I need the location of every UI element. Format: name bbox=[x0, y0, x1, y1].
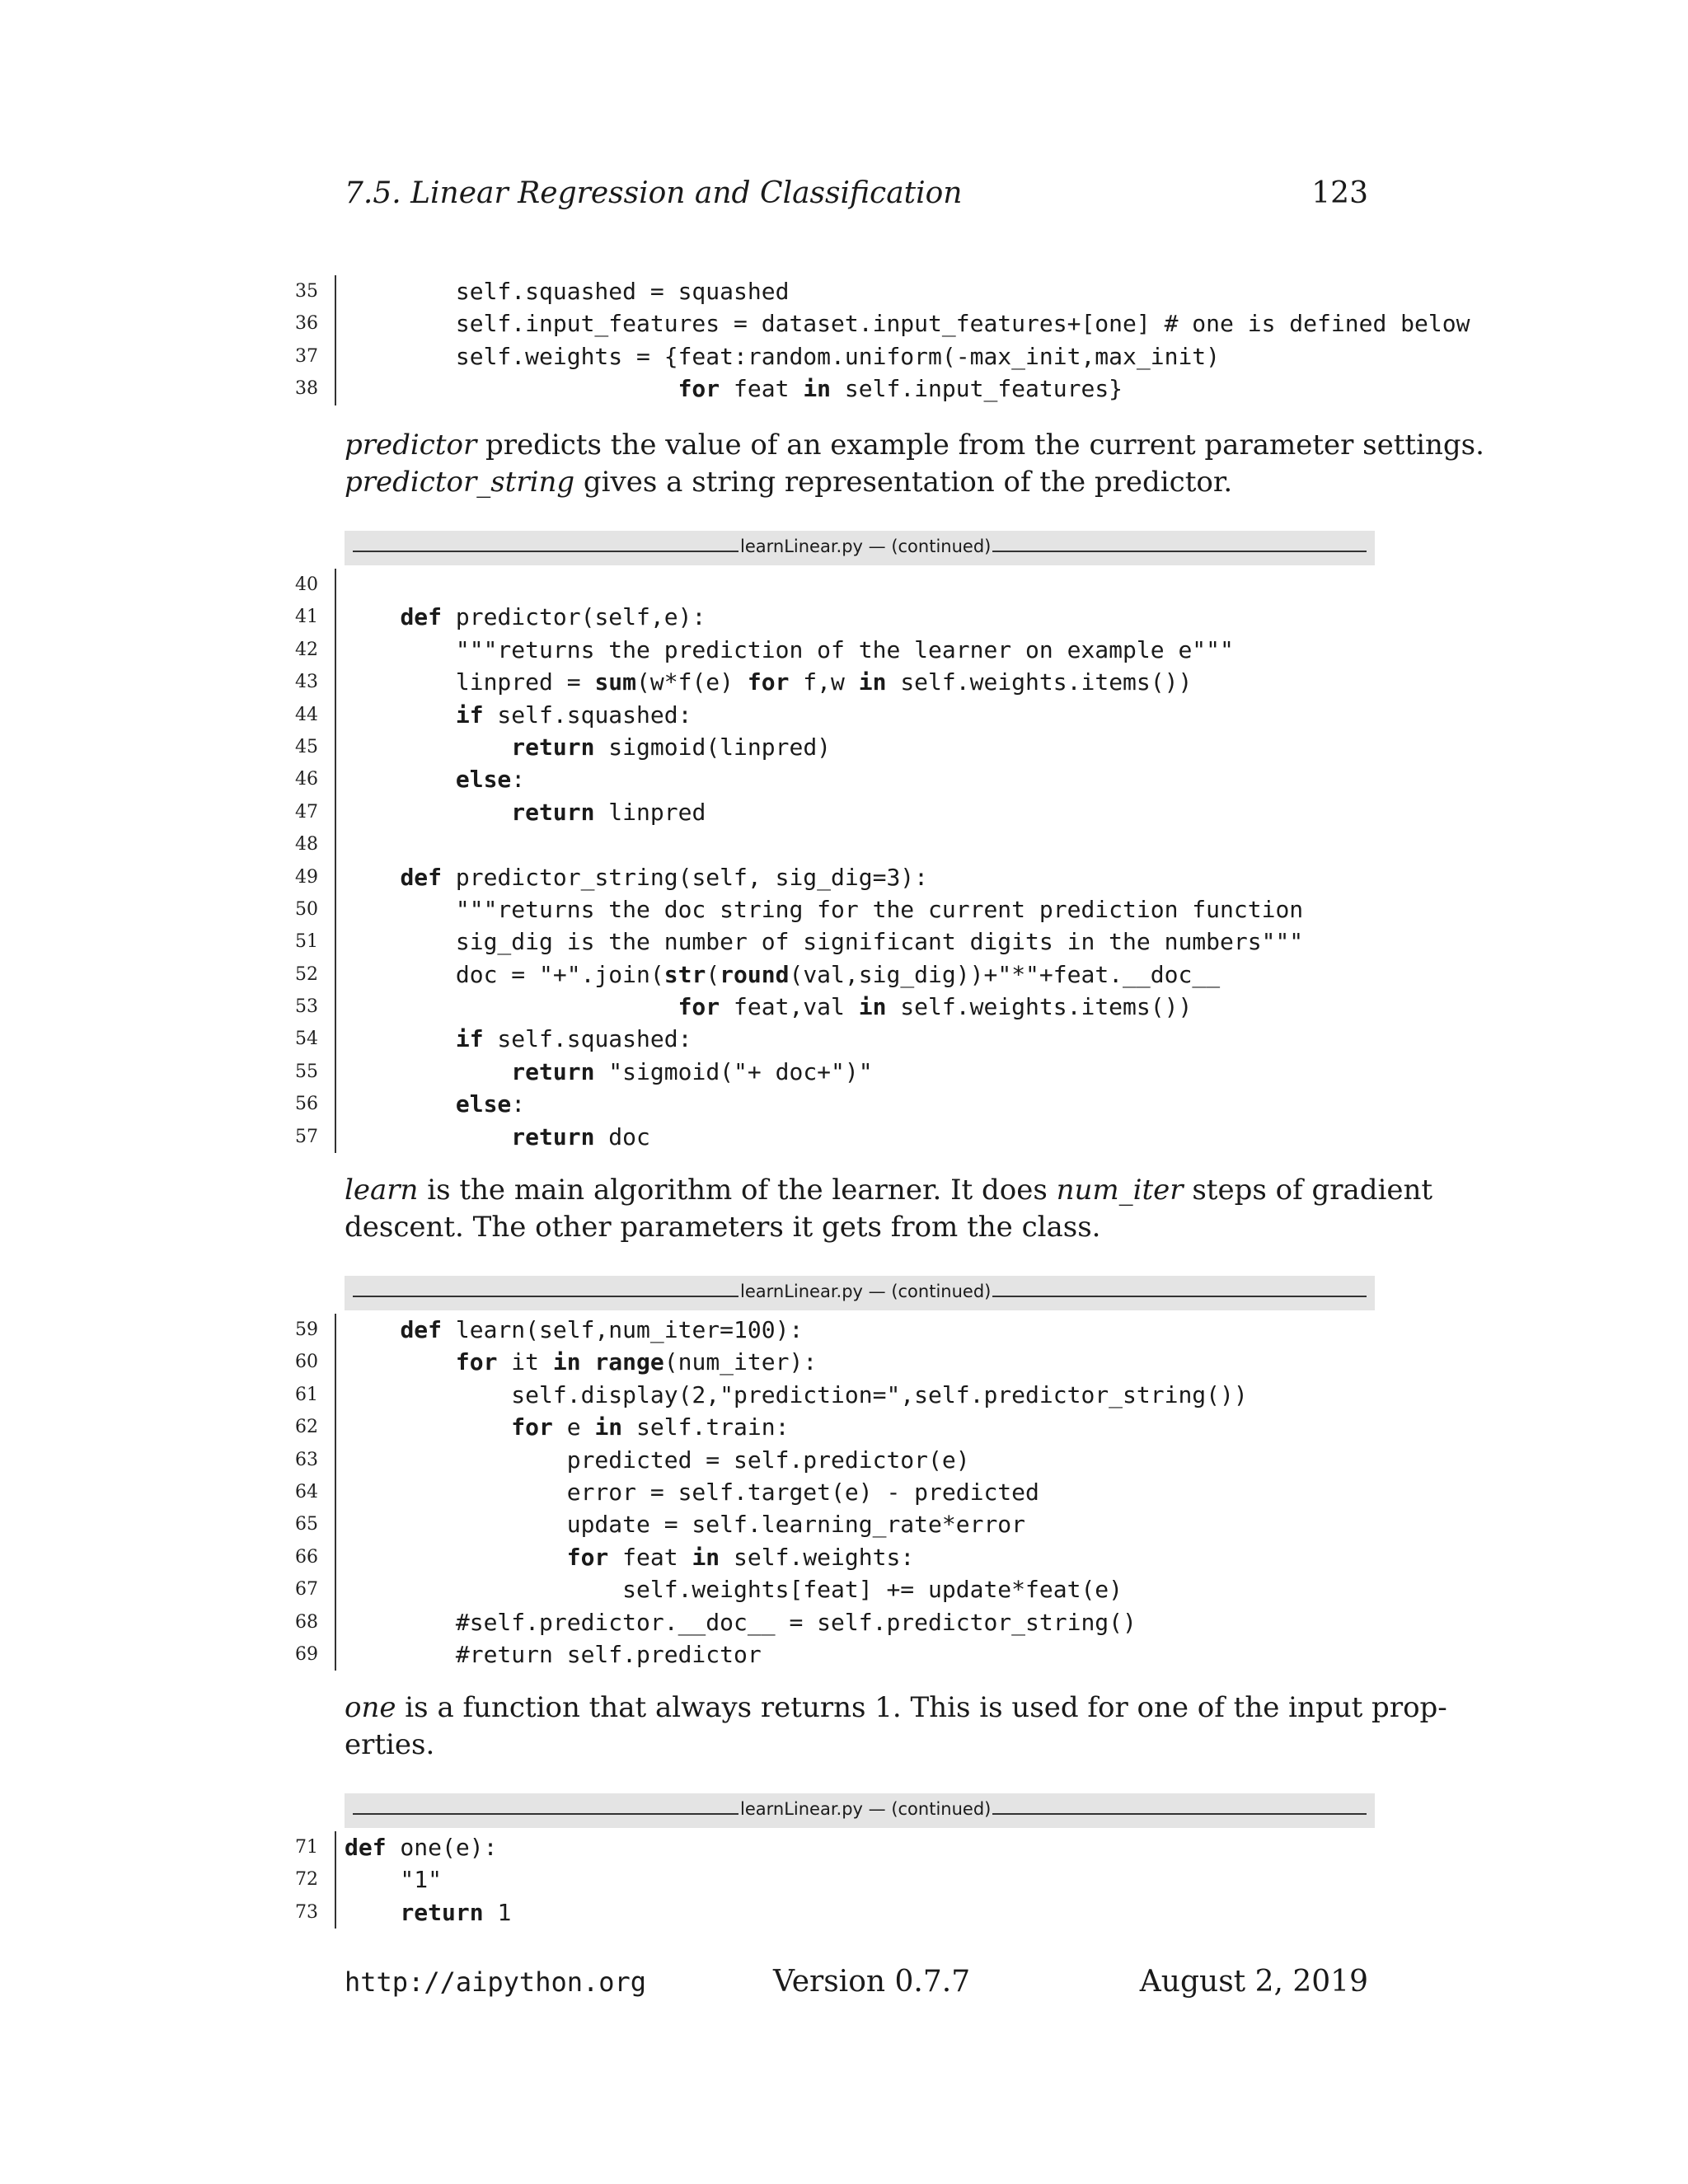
code-line bbox=[280, 991, 1500, 1023]
code-line bbox=[280, 1573, 1500, 1605]
line-number: 56 bbox=[295, 1094, 318, 1115]
code-fragment bbox=[345, 864, 400, 891]
line-number: 55 bbox=[295, 1061, 318, 1082]
code-text bbox=[345, 796, 706, 828]
code-fragment: 1 bbox=[483, 1898, 512, 1926]
prose-text: predicts the value of an example from the current parameter settings. bbox=[476, 429, 1484, 462]
code-fragment bbox=[345, 1058, 511, 1085]
code-text bbox=[345, 1314, 803, 1346]
code-text bbox=[345, 1541, 914, 1573]
line-number: 72 bbox=[295, 1869, 318, 1891]
code-line bbox=[280, 893, 1500, 926]
code-fragment: self.input_features} bbox=[831, 375, 1123, 403]
prose-line bbox=[345, 1172, 1433, 1209]
prose-text: gives a string representation of the predictor. bbox=[574, 466, 1233, 499]
code-fragment: e bbox=[552, 1413, 595, 1441]
code-fragment: ( bbox=[706, 960, 720, 988]
code-fragment: sigmoid(linpred) bbox=[594, 733, 832, 761]
file-header-2 bbox=[345, 1276, 1375, 1310]
footer-version: Version 0.7.7 bbox=[773, 1965, 971, 1999]
code-fragment: sig_dig is the number of significant digits in the numbers""" bbox=[345, 928, 1304, 956]
code-fragment: self.display(2,"prediction=",self.predictor_string()) bbox=[345, 1380, 1248, 1408]
code-text bbox=[345, 666, 1192, 698]
code-line bbox=[280, 796, 1500, 828]
code-fragment bbox=[345, 1899, 400, 1926]
code-line bbox=[280, 634, 1500, 666]
line-number: 49 bbox=[295, 866, 318, 888]
code-text bbox=[345, 1056, 873, 1088]
code-line bbox=[280, 275, 1500, 307]
code-line bbox=[280, 1896, 1500, 1929]
code-line bbox=[280, 1346, 1500, 1378]
line-number: 35 bbox=[295, 281, 318, 302]
code-line bbox=[280, 1831, 1500, 1863]
line-number: 54 bbox=[295, 1029, 318, 1050]
code-keyword: str bbox=[663, 960, 706, 988]
code-fragment: error = self.target(e) - predicted bbox=[345, 1478, 1039, 1506]
code-keyword: in bbox=[692, 1543, 720, 1571]
code-text bbox=[345, 699, 692, 731]
code-text bbox=[345, 1023, 692, 1055]
code-text bbox=[345, 1379, 1248, 1411]
code-line bbox=[280, 1314, 1500, 1346]
code-keyword: round bbox=[720, 960, 790, 988]
code-text bbox=[345, 340, 1220, 373]
prose-line bbox=[345, 464, 1375, 501]
code-line bbox=[280, 1023, 1500, 1055]
file-header-rule bbox=[992, 1296, 1367, 1297]
code-text bbox=[345, 1411, 789, 1443]
code-fragment bbox=[345, 701, 456, 729]
code-line bbox=[280, 666, 1500, 698]
code-fragment: #return self.predictor bbox=[345, 1640, 762, 1668]
line-number: 67 bbox=[295, 1579, 318, 1601]
code-line bbox=[280, 828, 1500, 860]
code-fragment: doc = "+".join( bbox=[345, 960, 664, 988]
file-header-3 bbox=[345, 1793, 1375, 1828]
code-text bbox=[345, 1573, 1123, 1605]
code-fragment bbox=[345, 733, 511, 761]
line-number: 50 bbox=[295, 898, 318, 920]
code-line bbox=[280, 731, 1500, 763]
line-number: 37 bbox=[295, 345, 318, 367]
code-text bbox=[345, 373, 1123, 405]
code-keyword: return bbox=[511, 798, 595, 826]
code-keyword: range bbox=[594, 1348, 664, 1376]
line-number: 38 bbox=[295, 378, 318, 400]
line-number: 40 bbox=[295, 574, 318, 595]
code-text bbox=[345, 1088, 525, 1120]
code-text bbox=[345, 1121, 650, 1153]
code-text bbox=[345, 861, 928, 893]
code-fragment bbox=[345, 799, 511, 826]
code-keyword: in bbox=[552, 1348, 581, 1376]
code-fragment: self.weights: bbox=[720, 1543, 915, 1571]
line-number: 69 bbox=[295, 1643, 318, 1665]
code-line bbox=[280, 1444, 1500, 1476]
line-number: 43 bbox=[295, 672, 318, 693]
footer-date: August 2, 2019 bbox=[1139, 1965, 1368, 1999]
code-fragment: self.weights.items()) bbox=[886, 993, 1193, 1021]
code-keyword: def bbox=[400, 1316, 443, 1343]
italic-term: predictor_string bbox=[345, 466, 575, 499]
code-fragment: linpred bbox=[594, 798, 706, 826]
code-text bbox=[345, 1444, 970, 1476]
code-fragment bbox=[345, 1025, 456, 1052]
code-text bbox=[345, 893, 1303, 926]
code-keyword: in bbox=[858, 993, 887, 1021]
line-number: 65 bbox=[295, 1514, 318, 1535]
code-fragment: one(e): bbox=[386, 1834, 498, 1861]
file-header-label: learnLinear.py — (continued) bbox=[740, 537, 992, 556]
file-header-label: learnLinear.py — (continued) bbox=[740, 1282, 992, 1301]
code-keyword: for bbox=[678, 993, 720, 1021]
code-text bbox=[345, 1896, 511, 1929]
code-fragment: predictor_string(self, sig_dig=3): bbox=[442, 863, 929, 891]
section-title: 7.5. Linear Regression and Classification bbox=[345, 176, 963, 210]
code-keyword: return bbox=[511, 1122, 595, 1151]
code-fragment: self.weights.items()) bbox=[886, 668, 1193, 696]
code-text bbox=[345, 1831, 497, 1863]
code-keyword: for bbox=[511, 1413, 553, 1441]
code-line bbox=[280, 1638, 1500, 1671]
page-header bbox=[345, 176, 1368, 226]
code-line bbox=[280, 926, 1500, 958]
prose-line bbox=[345, 1690, 1447, 1727]
code-fragment: "1" bbox=[345, 1866, 443, 1894]
line-number: 61 bbox=[295, 1384, 318, 1405]
code-fragment: """returns the prediction of the learner on example e""" bbox=[345, 635, 1234, 663]
code-text bbox=[345, 1606, 1137, 1638]
code-keyword: in bbox=[803, 375, 832, 403]
page-number: 123 bbox=[1311, 176, 1368, 210]
code-text bbox=[345, 275, 789, 307]
code-keyword: else bbox=[455, 1090, 512, 1118]
code-fragment: """returns the doc string for the current prediction function bbox=[345, 895, 1304, 923]
code-fragment: #self.predictor.__doc__ = self.predictor_string() bbox=[345, 1608, 1137, 1636]
code-fragment: self.weights = {feat:random.uniform(-max_init,max_init) bbox=[345, 342, 1221, 370]
code-text bbox=[345, 731, 831, 763]
code-fragment bbox=[345, 766, 456, 793]
line-number: 51 bbox=[295, 931, 318, 953]
code-line bbox=[280, 1056, 1500, 1088]
prose-line bbox=[345, 427, 1484, 464]
code-fragment: learn(self,num_iter=100): bbox=[442, 1316, 804, 1343]
code-fragment bbox=[345, 1413, 511, 1441]
line-number: 48 bbox=[295, 834, 318, 855]
code-fragment bbox=[345, 603, 400, 630]
line-number: 36 bbox=[295, 313, 318, 335]
prose-text: steps of gradient bbox=[1183, 1174, 1433, 1207]
code-text bbox=[345, 763, 525, 795]
code-block-1 bbox=[280, 275, 1500, 405]
line-number: 66 bbox=[295, 1546, 318, 1568]
code-text bbox=[345, 1346, 817, 1378]
code-fragment: self.train: bbox=[622, 1413, 790, 1441]
code-fragment: (w*f(e) bbox=[636, 668, 748, 696]
code-fragment bbox=[345, 1316, 400, 1343]
line-number: 62 bbox=[295, 1417, 318, 1438]
file-header-rule bbox=[353, 1813, 738, 1815]
code-line bbox=[280, 1606, 1500, 1638]
line-number: 41 bbox=[295, 607, 318, 628]
line-number: 63 bbox=[295, 1449, 318, 1470]
footer-url: http://aipython.org bbox=[345, 1966, 647, 1998]
code-keyword: if bbox=[455, 1025, 484, 1053]
italic-term: one bbox=[345, 1691, 396, 1724]
code-text bbox=[345, 991, 1192, 1023]
code-fragment: : bbox=[511, 1090, 526, 1118]
line-number: 68 bbox=[295, 1611, 318, 1633]
file-header-label: learnLinear.py — (continued) bbox=[740, 1799, 992, 1819]
code-line bbox=[280, 763, 1500, 795]
line-number: 45 bbox=[295, 736, 318, 757]
code-keyword: else bbox=[455, 766, 512, 794]
code-keyword: in bbox=[858, 668, 887, 696]
code-line bbox=[280, 1379, 1500, 1411]
code-line bbox=[280, 373, 1500, 405]
code-line bbox=[280, 601, 1500, 633]
code-keyword: in bbox=[594, 1413, 623, 1441]
code-fragment: update = self.learning_rate*error bbox=[345, 1511, 1026, 1539]
code-text bbox=[345, 1508, 1025, 1540]
code-keyword: def bbox=[400, 603, 443, 631]
code-fragment bbox=[581, 1348, 595, 1376]
prose-line bbox=[345, 1209, 1375, 1246]
code-line bbox=[280, 1121, 1500, 1153]
paragraph-one bbox=[345, 1690, 1447, 1764]
line-number: 57 bbox=[295, 1126, 318, 1147]
prose-text: is the main algorithm of the learner. It does bbox=[418, 1174, 1057, 1207]
code-line bbox=[280, 569, 1500, 601]
code-line bbox=[280, 1476, 1500, 1508]
code-line bbox=[280, 958, 1500, 991]
code-fragment: "sigmoid("+ doc+")" bbox=[594, 1057, 873, 1085]
code-keyword: for bbox=[566, 1543, 609, 1571]
code-block-2 bbox=[280, 569, 1500, 1153]
file-header-rule bbox=[353, 551, 738, 552]
code-keyword: return bbox=[511, 1057, 595, 1085]
code-fragment: self.squashed: bbox=[483, 1025, 692, 1053]
code-line bbox=[280, 340, 1500, 373]
line-number: 53 bbox=[295, 996, 318, 1018]
code-fragment: : bbox=[511, 766, 526, 794]
italic-term: predictor bbox=[345, 429, 477, 462]
file-header-1 bbox=[345, 531, 1375, 565]
paragraph-learn bbox=[345, 1172, 1433, 1246]
code-fragment: self.input_features = dataset.input_features+[one] # one is defined below bbox=[345, 310, 1470, 338]
line-number: 71 bbox=[295, 1837, 318, 1858]
line-number: 73 bbox=[295, 1901, 318, 1923]
code-block-4 bbox=[280, 1831, 1500, 1929]
code-fragment: it bbox=[497, 1348, 553, 1376]
code-keyword: def bbox=[345, 1834, 387, 1861]
code-fragment: (val,sig_dig))+"*"+feat.__doc__ bbox=[789, 960, 1221, 988]
code-fragment bbox=[345, 1544, 567, 1571]
line-number: 64 bbox=[295, 1481, 318, 1502]
code-fragment: predictor(self,e): bbox=[442, 603, 706, 631]
code-fragment: linpred = bbox=[345, 668, 595, 696]
code-keyword: if bbox=[455, 701, 484, 729]
code-fragment: doc bbox=[594, 1122, 650, 1151]
code-line bbox=[280, 699, 1500, 731]
code-text bbox=[345, 1476, 1039, 1508]
line-number: 42 bbox=[295, 639, 318, 660]
code-fragment bbox=[345, 1090, 456, 1118]
code-text bbox=[345, 601, 706, 633]
line-number: 60 bbox=[295, 1352, 318, 1373]
prose-text: erties. bbox=[345, 1728, 435, 1761]
code-text bbox=[345, 1638, 762, 1671]
code-keyword: for bbox=[455, 1348, 498, 1376]
code-keyword: for bbox=[678, 375, 720, 403]
code-fragment: self.squashed: bbox=[483, 701, 692, 729]
code-fragment: feat bbox=[608, 1543, 692, 1571]
code-fragment: f,w bbox=[789, 668, 859, 696]
file-header-rule bbox=[992, 1813, 1367, 1815]
code-fragment: self.weights[feat] += update*feat(e) bbox=[345, 1576, 1123, 1604]
code-block-3 bbox=[280, 1314, 1500, 1671]
line-number: 59 bbox=[295, 1319, 318, 1340]
code-fragment bbox=[345, 993, 678, 1020]
code-keyword: return bbox=[400, 1898, 484, 1926]
line-number: 46 bbox=[295, 769, 318, 790]
code-text bbox=[345, 926, 1303, 958]
code-fragment bbox=[345, 1123, 511, 1151]
italic-term: learn bbox=[345, 1174, 419, 1207]
code-line bbox=[280, 1863, 1500, 1896]
line-number: 44 bbox=[295, 704, 318, 725]
code-keyword: return bbox=[511, 733, 595, 761]
code-text bbox=[345, 1863, 442, 1896]
code-keyword: def bbox=[400, 863, 443, 891]
prose-line bbox=[345, 1727, 1375, 1764]
page-footer bbox=[345, 1965, 1368, 2004]
code-line bbox=[280, 1088, 1500, 1120]
code-fragment: feat bbox=[720, 375, 804, 403]
code-fragment: feat,val bbox=[720, 993, 859, 1021]
code-line bbox=[280, 1541, 1500, 1573]
italic-term: num_iter bbox=[1056, 1174, 1184, 1207]
line-number: 52 bbox=[295, 963, 318, 985]
code-text bbox=[345, 307, 1470, 340]
code-line bbox=[280, 861, 1500, 893]
code-fragment: self.squashed = squashed bbox=[345, 278, 790, 305]
file-header-rule bbox=[992, 551, 1367, 552]
code-fragment: predicted = self.predictor(e) bbox=[345, 1446, 970, 1474]
prose-text: descent. The other parameters it gets from the class. bbox=[345, 1211, 1101, 1244]
code-keyword: sum bbox=[594, 668, 637, 696]
code-line bbox=[280, 307, 1500, 340]
code-fragment bbox=[345, 375, 678, 402]
code-text bbox=[345, 634, 1234, 666]
code-text bbox=[345, 958, 1220, 991]
line-number: 47 bbox=[295, 801, 318, 823]
code-line bbox=[280, 1411, 1500, 1443]
code-fragment bbox=[345, 1348, 456, 1376]
paragraph-predictor bbox=[345, 427, 1484, 501]
file-header-rule bbox=[353, 1296, 738, 1297]
prose-text: is a function that always returns 1. This is used for one of the input prop- bbox=[396, 1691, 1447, 1724]
code-fragment: (num_iter): bbox=[663, 1348, 818, 1376]
code-keyword: for bbox=[747, 668, 790, 696]
code-line bbox=[280, 1508, 1500, 1540]
